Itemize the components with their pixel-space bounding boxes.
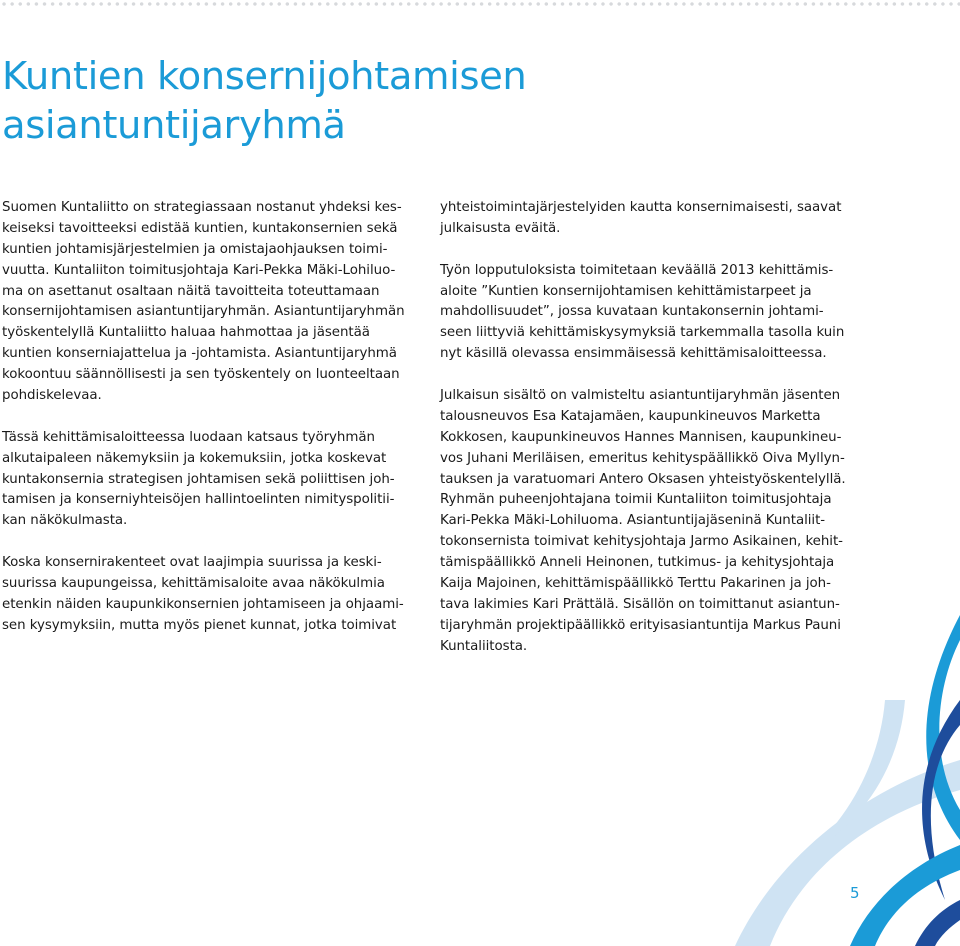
- text-line: tämispäällikkö Anneli Heinonen, tutkimus- ja kehitysjohtaja: [440, 555, 835, 571]
- text-line: alkutaipaleen näkemyksiin ja kokemuksiin, jotka koskevat: [2, 450, 387, 466]
- text-line: Suomen Kuntaliitto on strategiassaan nostanut yhdeksi kes-: [2, 200, 402, 215]
- page-title-line-2: asiantuntijaryhmä: [2, 103, 346, 148]
- text-line: kuntien konserniajattelua ja -johtamista. Asiantuntijaryhmä: [2, 346, 397, 362]
- text-line: nyt käsillä olevassa ensimmäisessä kehittämisaloitteessa.: [440, 346, 827, 362]
- text-line: yhteistoimintajärjestelyiden kautta konsernimaisesti, saavat: [440, 200, 842, 215]
- text-line: kuntien johtamisjärjestelmien ja omistajaohjauksen toimi-: [2, 241, 388, 257]
- text-line: Kokkosen, kaupunkineuvos Hannes Mannisen, kaupunkineu-: [440, 429, 842, 445]
- text-line: seen liittyviä kehittämiskysymyksiä tarkemmalla tasolla kuin: [440, 325, 845, 341]
- text-line: ma on asettanut osaltaan näitä tavoitteita toteuttamaan: [2, 283, 380, 299]
- text-line: pohdiskelevaa.: [2, 388, 102, 404]
- text-line: Kuntaliitosta.: [440, 638, 528, 654]
- page-title-line-1: Kuntien konsernijohtamisen: [2, 54, 527, 99]
- text-line: tokonsernista toimivat kehitysjohtaja Jarmo Asikainen, kehit-: [440, 534, 843, 550]
- text-line: Työn lopputuloksista toimitetaan keväällä 2013 kehittämis-: [440, 262, 834, 278]
- text-line: tijaryhmän projektipäällikkö erityisasiantuntija Markus Pauni: [440, 617, 841, 633]
- text-line: tauksen ja varatuomari Antero Oksasen yhteistyöskentelyllä.: [440, 471, 846, 487]
- text-line: konsernijohtamisen asiantuntijaryhmän. Asiantuntijaryhmän: [2, 304, 405, 320]
- text-line: vuutta. Kuntaliiton toimitusjohtaja Kari-Pekka Mäki-Lohiluo-: [2, 262, 396, 278]
- text-line: keiseksi tavoitteeksi edistää kuntien, kuntakonsernien sekä: [2, 220, 398, 236]
- text-line: tamisen ja konserniyhteisöjen hallintoelinten nimityspolitii-: [2, 492, 395, 508]
- text-line: Tässä kehittämisaloitteessa luodaan katsaus työryhmän: [2, 429, 375, 445]
- text-line: Kari-Pekka Mäki-Lohiluoma. Asiantuntijajäseninä Kuntaliit-: [440, 513, 826, 529]
- text-line: etenkin näiden kaupunkikonsernien johtamiseen ja ohjaami-: [2, 596, 404, 612]
- text-line: aloite ”Kuntien konsernijohtamisen kehittämistarpeet ja: [440, 283, 812, 299]
- text-line: työskentelyllä Kuntaliitto haluaa hahmottaa ja jäsentää: [2, 325, 370, 341]
- text-line: kuntakonsernia strategisen johtamisen sekä poliittisen joh-: [2, 471, 395, 487]
- text-line: Julkaisun sisältö on valmisteltu asiantuntijaryhmän jäsenten: [440, 388, 841, 404]
- text-line: kokoontuu säännöllisesti ja sen työskentely on luonteeltaan: [2, 367, 400, 383]
- text-line: Koska konsernirakenteet ovat laajimpia suurissa ja keski-: [2, 555, 382, 571]
- text-line: suurissa kaupungeissa, kehittämisaloite avaa näkökulmia: [2, 576, 385, 592]
- text-line: sen kysymyksiin, mutta myös pienet kunnat, jotka toimivat: [2, 617, 397, 633]
- swoosh-dark-blue-bottom: [915, 900, 960, 946]
- text-line: kan näkökulmasta.: [2, 513, 128, 529]
- text-line: Ryhmän puheenjohtajana toimii Kuntaliiton toimitusjohtaja: [440, 492, 832, 508]
- page-number: 5: [850, 884, 860, 902]
- text-line: Kaija Majoinen, kehittämispäällikkö Terttu Pakarinen ja joh-: [440, 576, 831, 592]
- text-line: vos Juhani Meriläisen, emeritus kehityspäällikkö Oiva Myllyn-: [440, 450, 845, 466]
- text-line: tava lakimies Kari Prättälä. Sisällön on toimittanut asiantun-: [440, 596, 840, 612]
- text-line: julkaisusta eväitä.: [440, 220, 561, 236]
- text-line: talousneuvos Esa Katajamäen, kaupunkineuvos Marketta: [440, 408, 821, 424]
- text-line: mahdollisuudet”, jossa kuvataan kuntakonsernin johtami-: [440, 304, 824, 320]
